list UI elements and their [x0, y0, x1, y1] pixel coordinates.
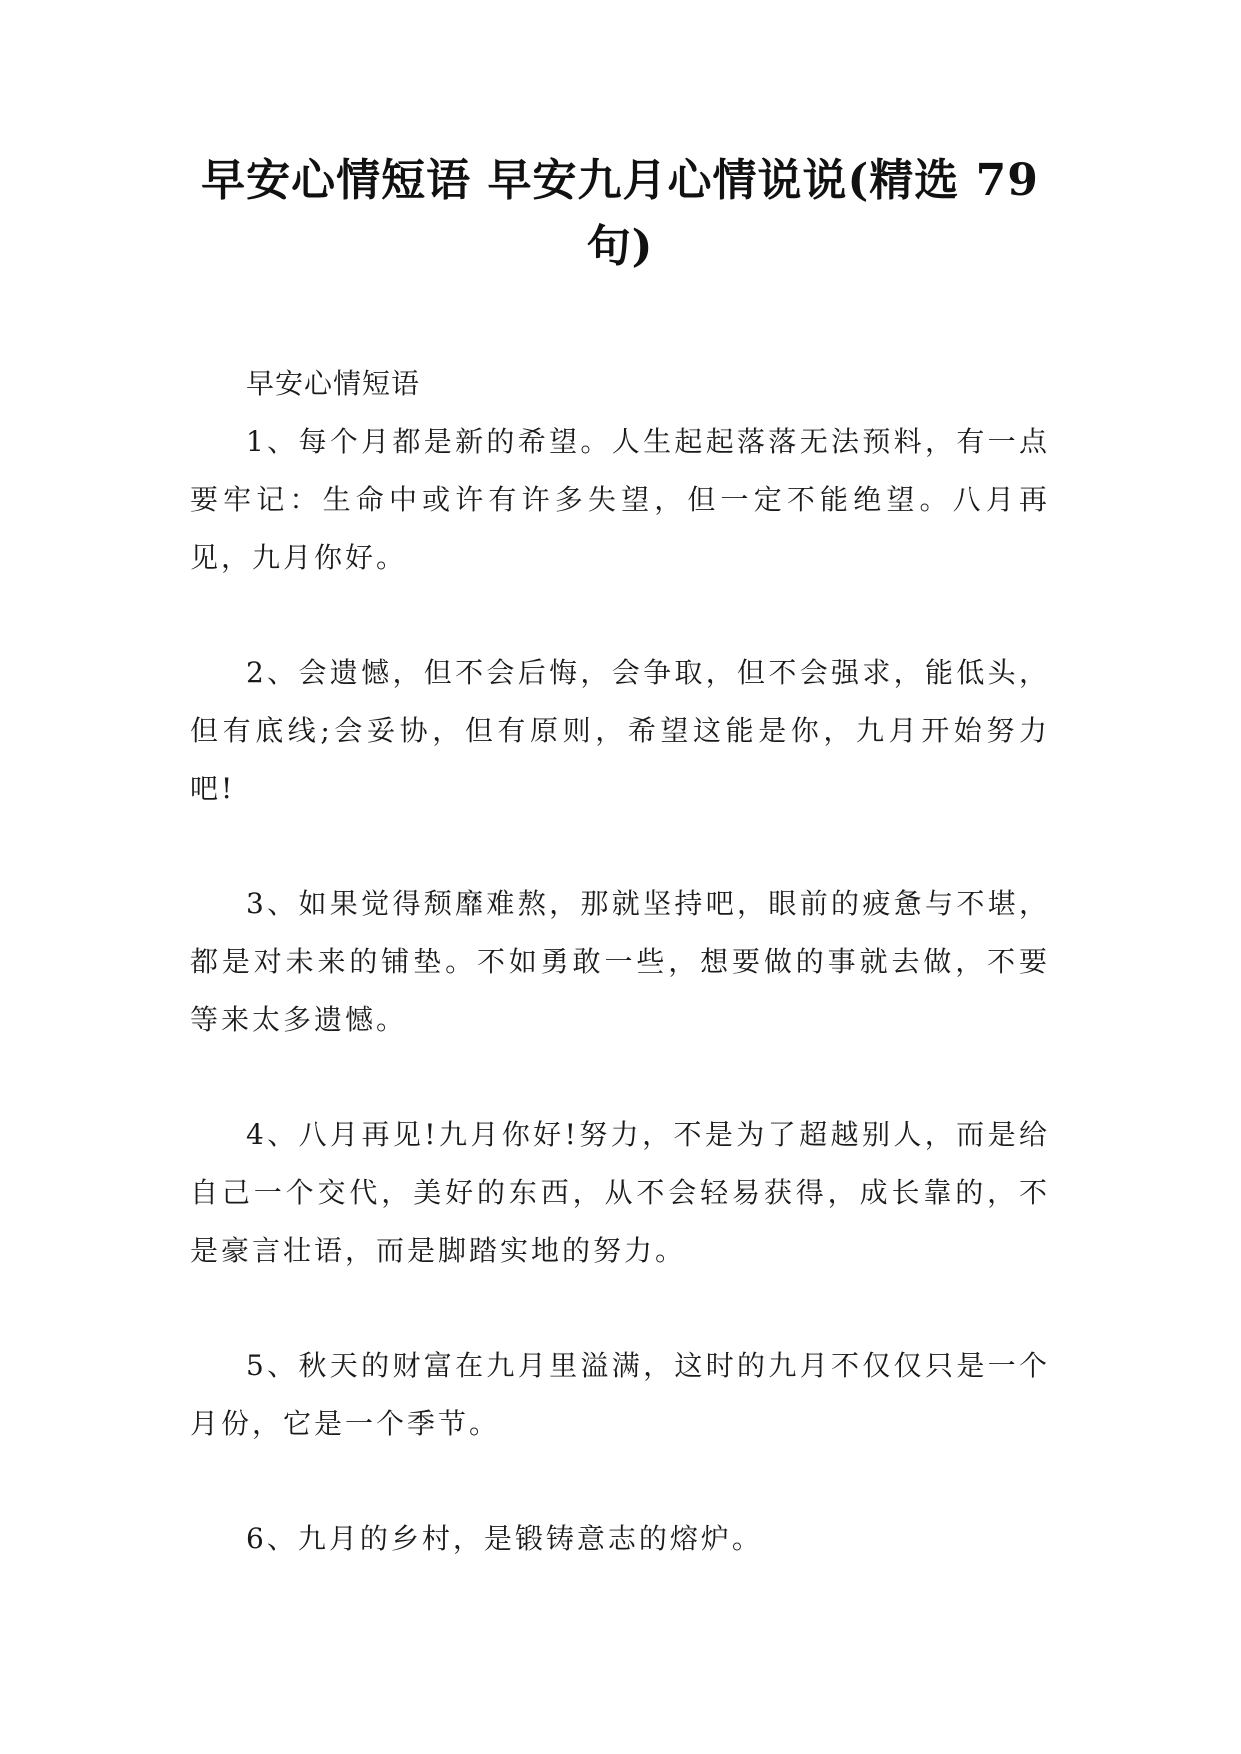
paragraph-3: 3、如果觉得颓靡难熬，那就坚持吧，眼前的疲惫与不堪，都是对未来的铺垫。不如勇敢一些，想要做的事就去做，不要等来太多遗憾。	[190, 887, 1050, 1036]
paragraph-2: 2、会遗憾，但不会后悔，会争取，但不会强求，能低头，但有底线;会妥协，但有原则，希望这能是你，九月开始努力吧!	[190, 656, 1050, 805]
document-title: 早安心情短语 早安九月心情说说(精选 79 句)	[201, 155, 1039, 272]
paragraph-1: 1、每个月都是新的希望。人生起起落落无法预料，有一点要牢记：生命中或许有许多失望，但一定不能绝望。八月再见，九月你好。	[190, 425, 1050, 574]
paragraph-6: 6、九月的乡村，是锻铸意志的熔炉。	[246, 1522, 763, 1555]
document-body	[190, 355, 1050, 1568]
paragraph-4: 4、八月再见!九月你好!努力，不是为了超越别人，而是给自己一个交代，美好的东西，从不会轻易获得，成长靠的，不是豪言壮语，而是脚踏实地的努力。	[190, 1118, 1050, 1267]
section-heading: 早安心情短语	[246, 367, 421, 400]
paragraph-5: 5、秋天的财富在九月里溢满，这时的九月不仅仅只是一个月份，它是一个季节。	[190, 1349, 1050, 1440]
